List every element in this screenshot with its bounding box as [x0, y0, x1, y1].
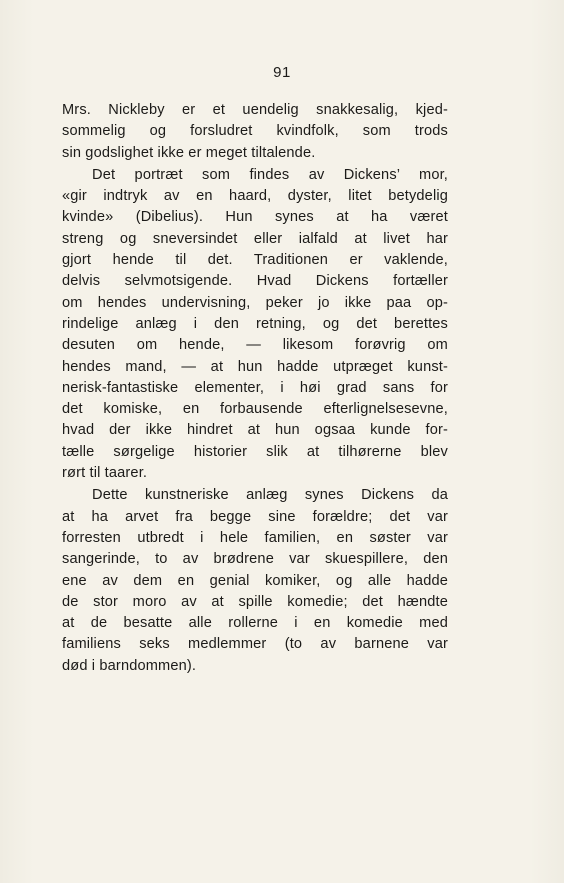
text-line: ene av dem en genial komiker, og alle hadde — [62, 572, 448, 589]
text-line: Mrs. Nickleby er et uendelig snakkesalig, kjed- — [62, 102, 448, 118]
text-line: «gir indtryk av en haard, dyster, litet betydelig — [62, 188, 448, 205]
text-line: sangerinde, to av brødrene var skuespillere, den — [62, 551, 448, 568]
text-line: Dette kunstneriske anlæg synes Dickens da — [92, 487, 448, 504]
text-line: kvinde» (Dibelius). Hun synes at ha været — [62, 209, 448, 226]
text-line: det komiske, en forbausende efterlignelsesevne, — [62, 401, 448, 418]
text-line: familiens seks medlemmer (to av barnene var — [62, 636, 448, 653]
text-line: de stor moro av at spille komedie; det hændte — [62, 593, 448, 610]
text-line: gjort hende til det. Traditionen er vaklende, — [62, 252, 448, 269]
text-line: streng og sneversindet eller ialfald at livet har — [62, 230, 448, 247]
text-line: Det portræt som findes av Dickens’ mor, — [92, 166, 448, 183]
text-line: død i barndommen). — [62, 657, 197, 674]
text-line: at de besatte alle rollerne i en komedie med — [62, 615, 448, 632]
text-line: tælle sørgelige historier slik at tilhørerne blev — [62, 443, 448, 460]
text-line: at ha arvet fra begge sine forældre; det var — [62, 508, 448, 525]
text-line: sommelig og forsludret kvindfolk, som trods — [62, 123, 448, 140]
text-line: desuten om hende, — likesom forøvrig om — [62, 337, 448, 354]
text-line: hvad der ikke hindret at hun ogsaa kunde for- — [62, 422, 448, 439]
paragraph-3 — [62, 485, 448, 677]
paragraph-1 — [62, 100, 448, 164]
text-line: delvis selvmotsigende. Hvad Dickens fortæller — [62, 273, 448, 290]
text-line: rørt til taarer. — [62, 465, 148, 482]
text-line: hendes mand, — at hun hadde utpræget kunst- — [62, 358, 448, 375]
text-line: sin godslighet ikke er meget tiltalende. — [62, 144, 316, 161]
text-line: rindelige anlæg i den retning, og det berettes — [62, 315, 448, 332]
page-number: 91 — [273, 64, 291, 81]
paragraph-2 — [62, 165, 448, 484]
text-line: forresten utbredt i hele familien, en søster var — [62, 529, 448, 546]
text-line: nerisk-fantastiske elementer, i høi grad sans for — [62, 379, 448, 396]
body-text — [62, 100, 448, 677]
text-line: om hendes undervisning, peker jo ikke paa op- — [62, 294, 448, 311]
